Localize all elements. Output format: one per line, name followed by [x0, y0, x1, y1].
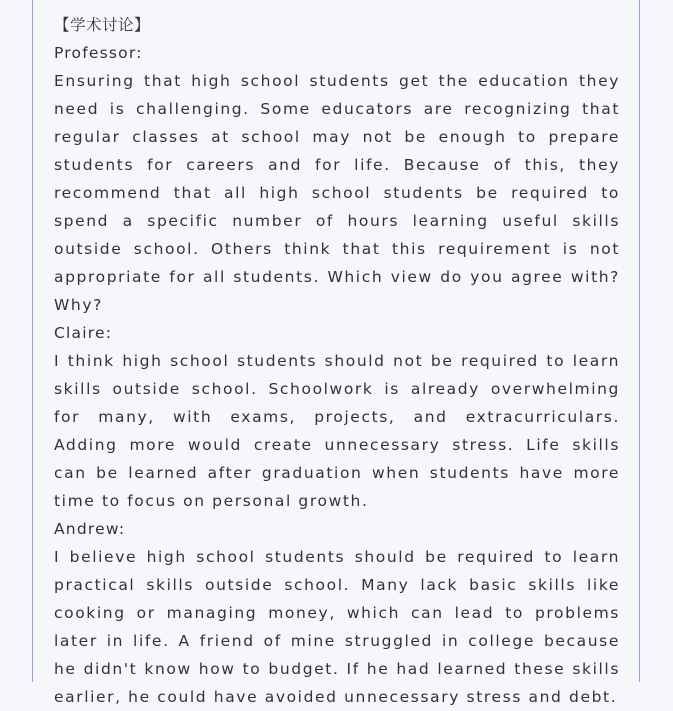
andrew-text: I believe high school students should be required to learn practical skills outside school. Many lack basic skills like cooking or managing money, which can lead to problems later in life. A friend of mine struggled in college because he didn't know how to budget. If he had learned these skills earlier, he could have avoided unnecessary stress and debt. — [54, 548, 620, 706]
claire-label: Claire: — [54, 324, 113, 342]
professor-text: Ensuring that high school students get the education they need is challenging. Some educators are recognizing that regular classes at school may not be enough to prepare students for careers and for life. Because of this, they recommend that all high school students be required to spend a specific number of hours learning useful skills outside school. Others think that this requirement is not appropriate for all students. Which view do you agree with? Why? — [54, 72, 620, 314]
claire-text: I think high school students should not be required to learn skills outside school. Schoolwork is already overwhelming for many, with exams, projects, and extracurriculars. Adding more would create unnecessary stress. Life skills can be learned after graduation when students have more time to focus on personal growth. — [54, 352, 620, 510]
discussion-content — [54, 11, 620, 711]
andrew-label: Andrew: — [54, 520, 126, 538]
professor-label: Professor: — [54, 44, 143, 62]
discussion-card — [32, 0, 640, 706]
section-tag: 【学术讨论】 — [54, 16, 151, 34]
